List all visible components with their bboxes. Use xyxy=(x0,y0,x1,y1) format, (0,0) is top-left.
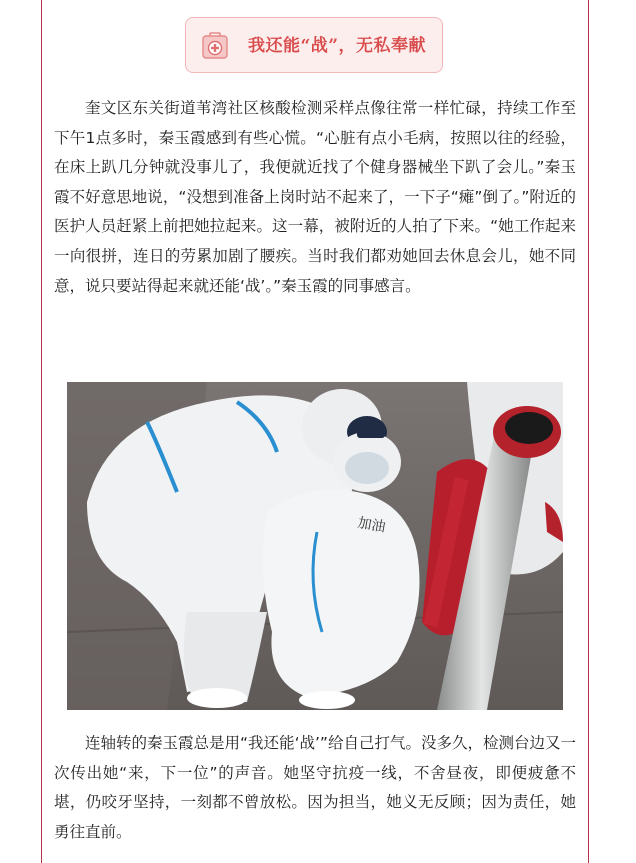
right-border-line xyxy=(588,0,589,863)
medical-kit-icon xyxy=(202,32,228,60)
section-title-box xyxy=(185,17,443,73)
suit-handwriting: 加油 xyxy=(356,515,387,536)
article-photo xyxy=(67,382,563,710)
article-paragraph-2: 连轴转的秦玉霞总是用“我还能‘战’”给自己打气。没多久，检测台边又一次传出她“来，下一位”的声音。她坚守抗疫一线，不舍昼夜，即便疲惫不堪，仍咬牙坚持，一刻都不曾放松。因为担当，她义无反顾；因为责任，她勇往直前。 xyxy=(54,734,576,841)
section-title: 我还能“战”，无私奉献 xyxy=(248,36,427,56)
article-paragraph-1: 奎文区东关街道苇湾社区核酸检测采样点像往常一样忙碌，持续工作至下午1点多时，秦玉霞感到有些心慌。“心脏有点小毛病，按照以往的经验，在床上趴几分钟就没事儿了，我便就近找了个健身器械坐下趴了会儿。”秦玉霞不好意思地说，“没想到准备上岗时站不起来了，一下子“瘫”倒了。”附近的医护人员赶紧上前把她拉起来。这一幕，被附近的人拍了下来。“她工作起来一向很拼，连日的劳累加剧了腰疾。当时我们都劝她回去休息会儿，她不同意，说只要站得起来就还能‘战’。”秦玉霞的同事感言。 xyxy=(54,99,576,295)
left-border-line xyxy=(41,0,42,863)
